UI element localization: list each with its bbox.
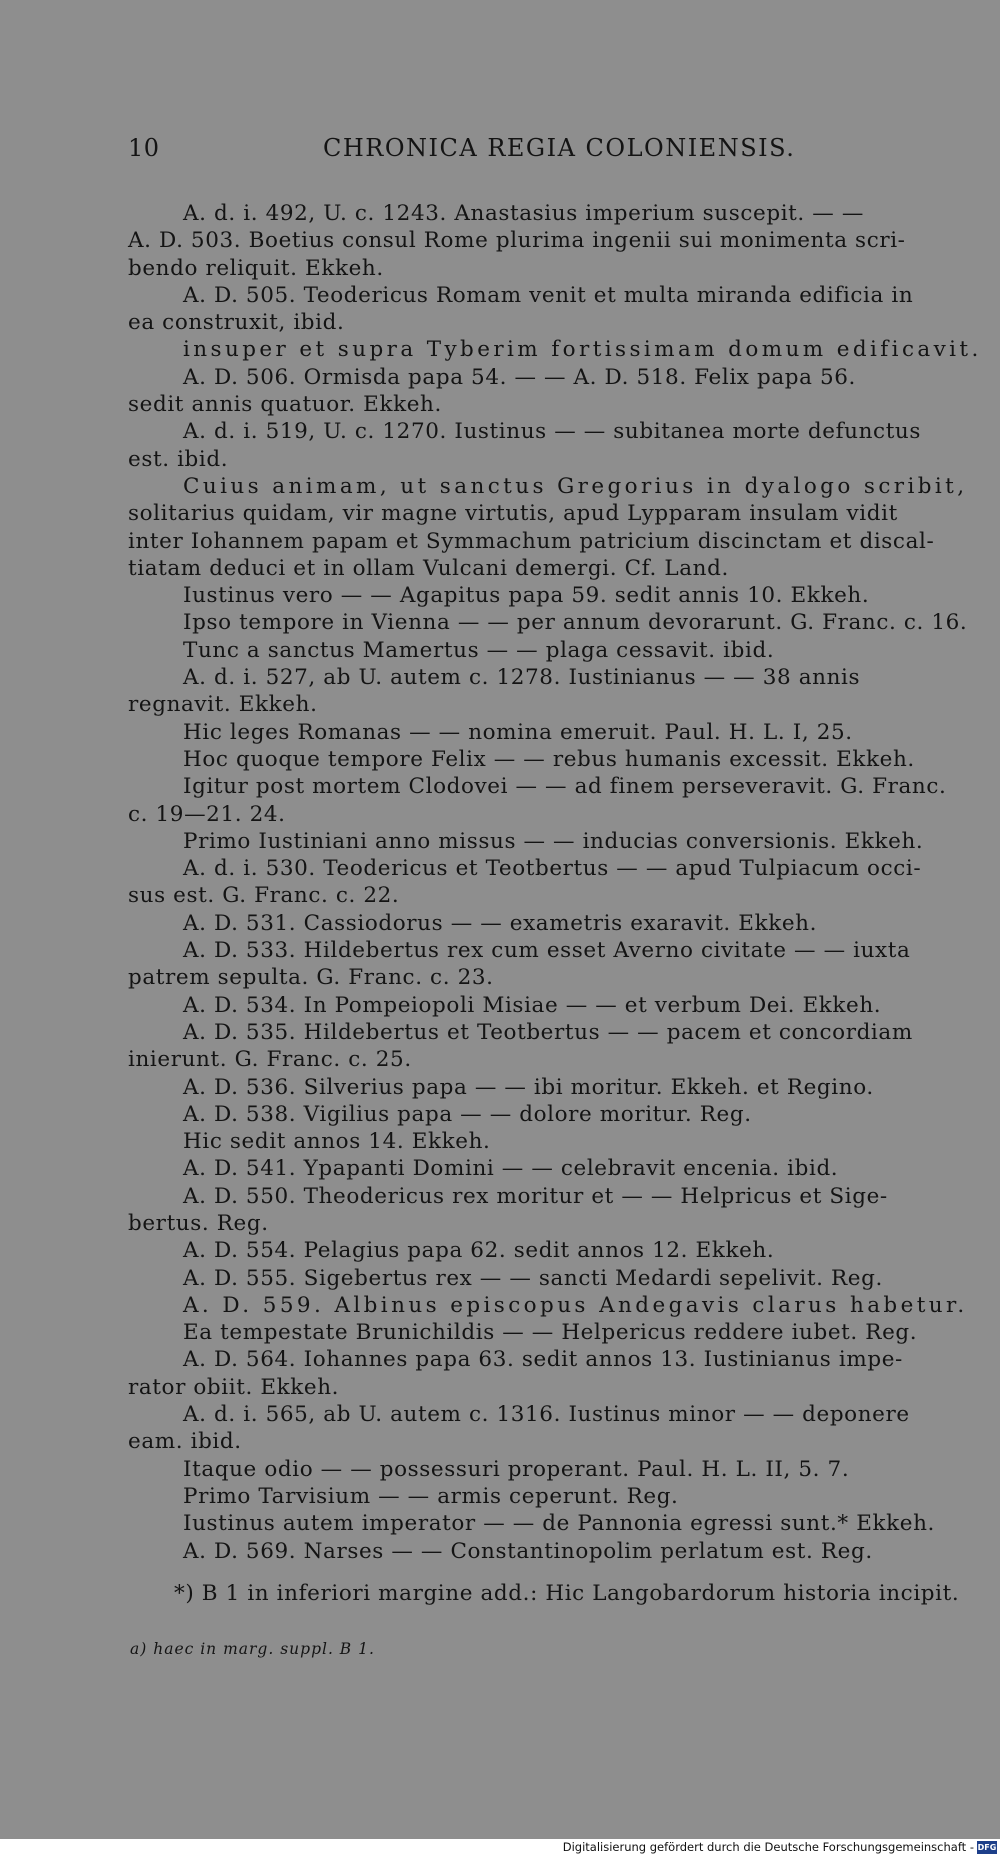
text-line: A. D. 569. Narses — — Constantinopolim perlatum est. Reg. xyxy=(183,1538,873,1564)
text-line: A. d. i. 492, U. c. 1243. Anastasius imperium suscepit. — — xyxy=(183,201,864,226)
text-line: bertus. Reg. xyxy=(128,1210,269,1236)
text-line: A. D. 534. In Pompeiopoli Misiae — — et verbum Dei. Ekkeh. xyxy=(183,992,882,1018)
text-line: Primo Tarvisium — — armis ceperunt. Reg. xyxy=(183,1483,679,1509)
text-line: Iustinus vero — — Agapitus papa 59. sedit annis 10. Ekkeh. xyxy=(183,583,870,609)
footnote-a: a) haec in marg. suppl. B 1. xyxy=(130,1640,375,1658)
text-line: A. D. 505. Teodericus Romam venit et multa miranda edificia in xyxy=(183,282,914,308)
text-line: A. D. 531. Cassiodorus — — exametris exaravit. Ekkeh. xyxy=(183,910,818,936)
text-line: A. D. 555. Sigebertus rex — — sancti Medardi sepelivit. Reg. xyxy=(183,1265,883,1291)
text-line: ea construxit, ibid. xyxy=(128,310,345,336)
digitization-credit-bar xyxy=(0,1839,1000,1857)
text-line: A. d. i. 530. Teodericus et Teotbertus — — apud Tulpiacum occi- xyxy=(183,856,922,882)
text-line: bendo reliquit. Ekkeh. xyxy=(128,255,384,281)
text-line: c. 19—21. 24. xyxy=(128,801,286,827)
text-line: A. D. 506. Ormisda papa 54. — — A. D. 518. Felix papa 56. xyxy=(183,364,856,390)
text-line: Ea tempestate Brunichildis — — Helpericus reddere iubet. Reg. xyxy=(183,1320,918,1346)
text-line: A. D. 541. Ypapanti Domini — — celebravit encenia. ibid. xyxy=(183,1156,839,1182)
text-line: Igitur post mortem Clodovei — — ad finem perseveravit. G. Franc. xyxy=(183,774,947,800)
text-line: A. D. 535. Hildebertus et Teotbertus — — pacem et concordiam xyxy=(183,1019,913,1045)
text-line: A. D. 554. Pelagius papa 62. sedit annos 12. Ekkeh. xyxy=(183,1238,775,1264)
text-line: A. D. 559. Albinus episcopus Andegavis clarus habetur. xyxy=(183,1292,968,1318)
text-line: Hic leges Romanas — — nomina emeruit. Paul. H. L. I, 25. xyxy=(183,719,853,745)
text-line: Hic sedit annos 14. Ekkeh. xyxy=(183,1129,491,1155)
text-line: est. ibid. xyxy=(128,446,229,472)
footnote-star: *) B 1 in inferiori margine add.: Hic Langobardorum historia incipit. xyxy=(174,1581,960,1606)
text-line: insuper et supra Tyberim fortissimam domum edificavit. xyxy=(183,337,982,363)
text-line: regnavit. Ekkeh. xyxy=(128,692,318,718)
text-line: eam. ibid. xyxy=(128,1429,242,1455)
text-line: Hoc quoque tempore Felix — — rebus humanis excessit. Ekkeh. xyxy=(183,746,915,772)
text-line: sedit annis quatuor. Ekkeh. xyxy=(128,392,442,418)
text-line: tiatam deduci et in ollam Vulcani demergi. Cf. Land. xyxy=(128,555,729,581)
text-line: A. d. i. 519, U. c. 1270. Iustinus — — subitanea morte defunctus xyxy=(183,419,922,445)
chronicle-text xyxy=(128,200,982,1565)
text-line: A. D. 533. Hildebertus rex cum esset Averno civitate — — iuxta xyxy=(183,938,911,964)
text-line: Ipso tempore in Vienna — — per annum devorarunt. G. Franc. c. 16. xyxy=(183,610,968,636)
text-line: A. d. i. 527, ab U. autem c. 1278. Iustinianus — — 38 annis xyxy=(183,665,861,691)
page-header xyxy=(128,134,964,168)
text-line: patrem sepulta. G. Franc. c. 23. xyxy=(128,965,494,991)
text-line: A. D. 564. Iohannes papa 63. sedit annos 13. Iustinianus impe- xyxy=(183,1347,903,1373)
text-line: A. D. 536. Silverius papa — — ibi moritur. Ekkeh. et Regino. xyxy=(183,1074,874,1100)
running-title: CHRONICA REGIA COLONIENSIS. xyxy=(323,134,796,162)
text-line: A. D. 550. Theodericus rex moritur et — — Helpricus et Sige- xyxy=(183,1183,888,1209)
text-line: Iustinus autem imperator — — de Pannonia egressi sunt.* Ekkeh. xyxy=(183,1511,935,1537)
text-line: rator obiit. Ekkeh. xyxy=(128,1374,340,1400)
text-line: inter Iohannem papam et Symmachum patricium discinctam et discal- xyxy=(128,528,935,554)
text-line: sus est. G. Franc. c. 22. xyxy=(128,883,400,909)
text-line: A. D. 538. Vigilius papa — — dolore moritur. Reg. xyxy=(183,1101,752,1127)
dfg-logo-icon: DFG xyxy=(977,1843,997,1852)
text-line: Primo Iustiniani anno missus — — inducias conversionis. Ekkeh. xyxy=(183,828,924,854)
text-line: Cuius animam, ut sanctus Gregorius in dyalogo scribit, xyxy=(183,473,968,499)
page-number: 10 xyxy=(128,134,160,162)
text-line: A. d. i. 565, ab U. autem c. 1316. Iustinus minor — — deponere xyxy=(183,1402,910,1428)
text-line: solitarius quidam, vir magne virtutis, apud Lypparam insulam vidit xyxy=(128,501,898,527)
digitization-credit: Digitalisierung gefördert durch die Deutsche Forschungsgemeinschaft - xyxy=(562,1840,974,1854)
text-line: inierunt. G. Franc. c. 25. xyxy=(128,1047,412,1073)
text-line: Tunc a sanctus Mamertus — — plaga cessavit. ibid. xyxy=(183,637,775,663)
text-line: A. D. 503. Boetius consul Rome plurima ingenii sui monimenta scri- xyxy=(128,228,906,254)
text-line: Itaque odio — — possessuri properant. Paul. H. L. II, 5. 7. xyxy=(183,1456,850,1482)
